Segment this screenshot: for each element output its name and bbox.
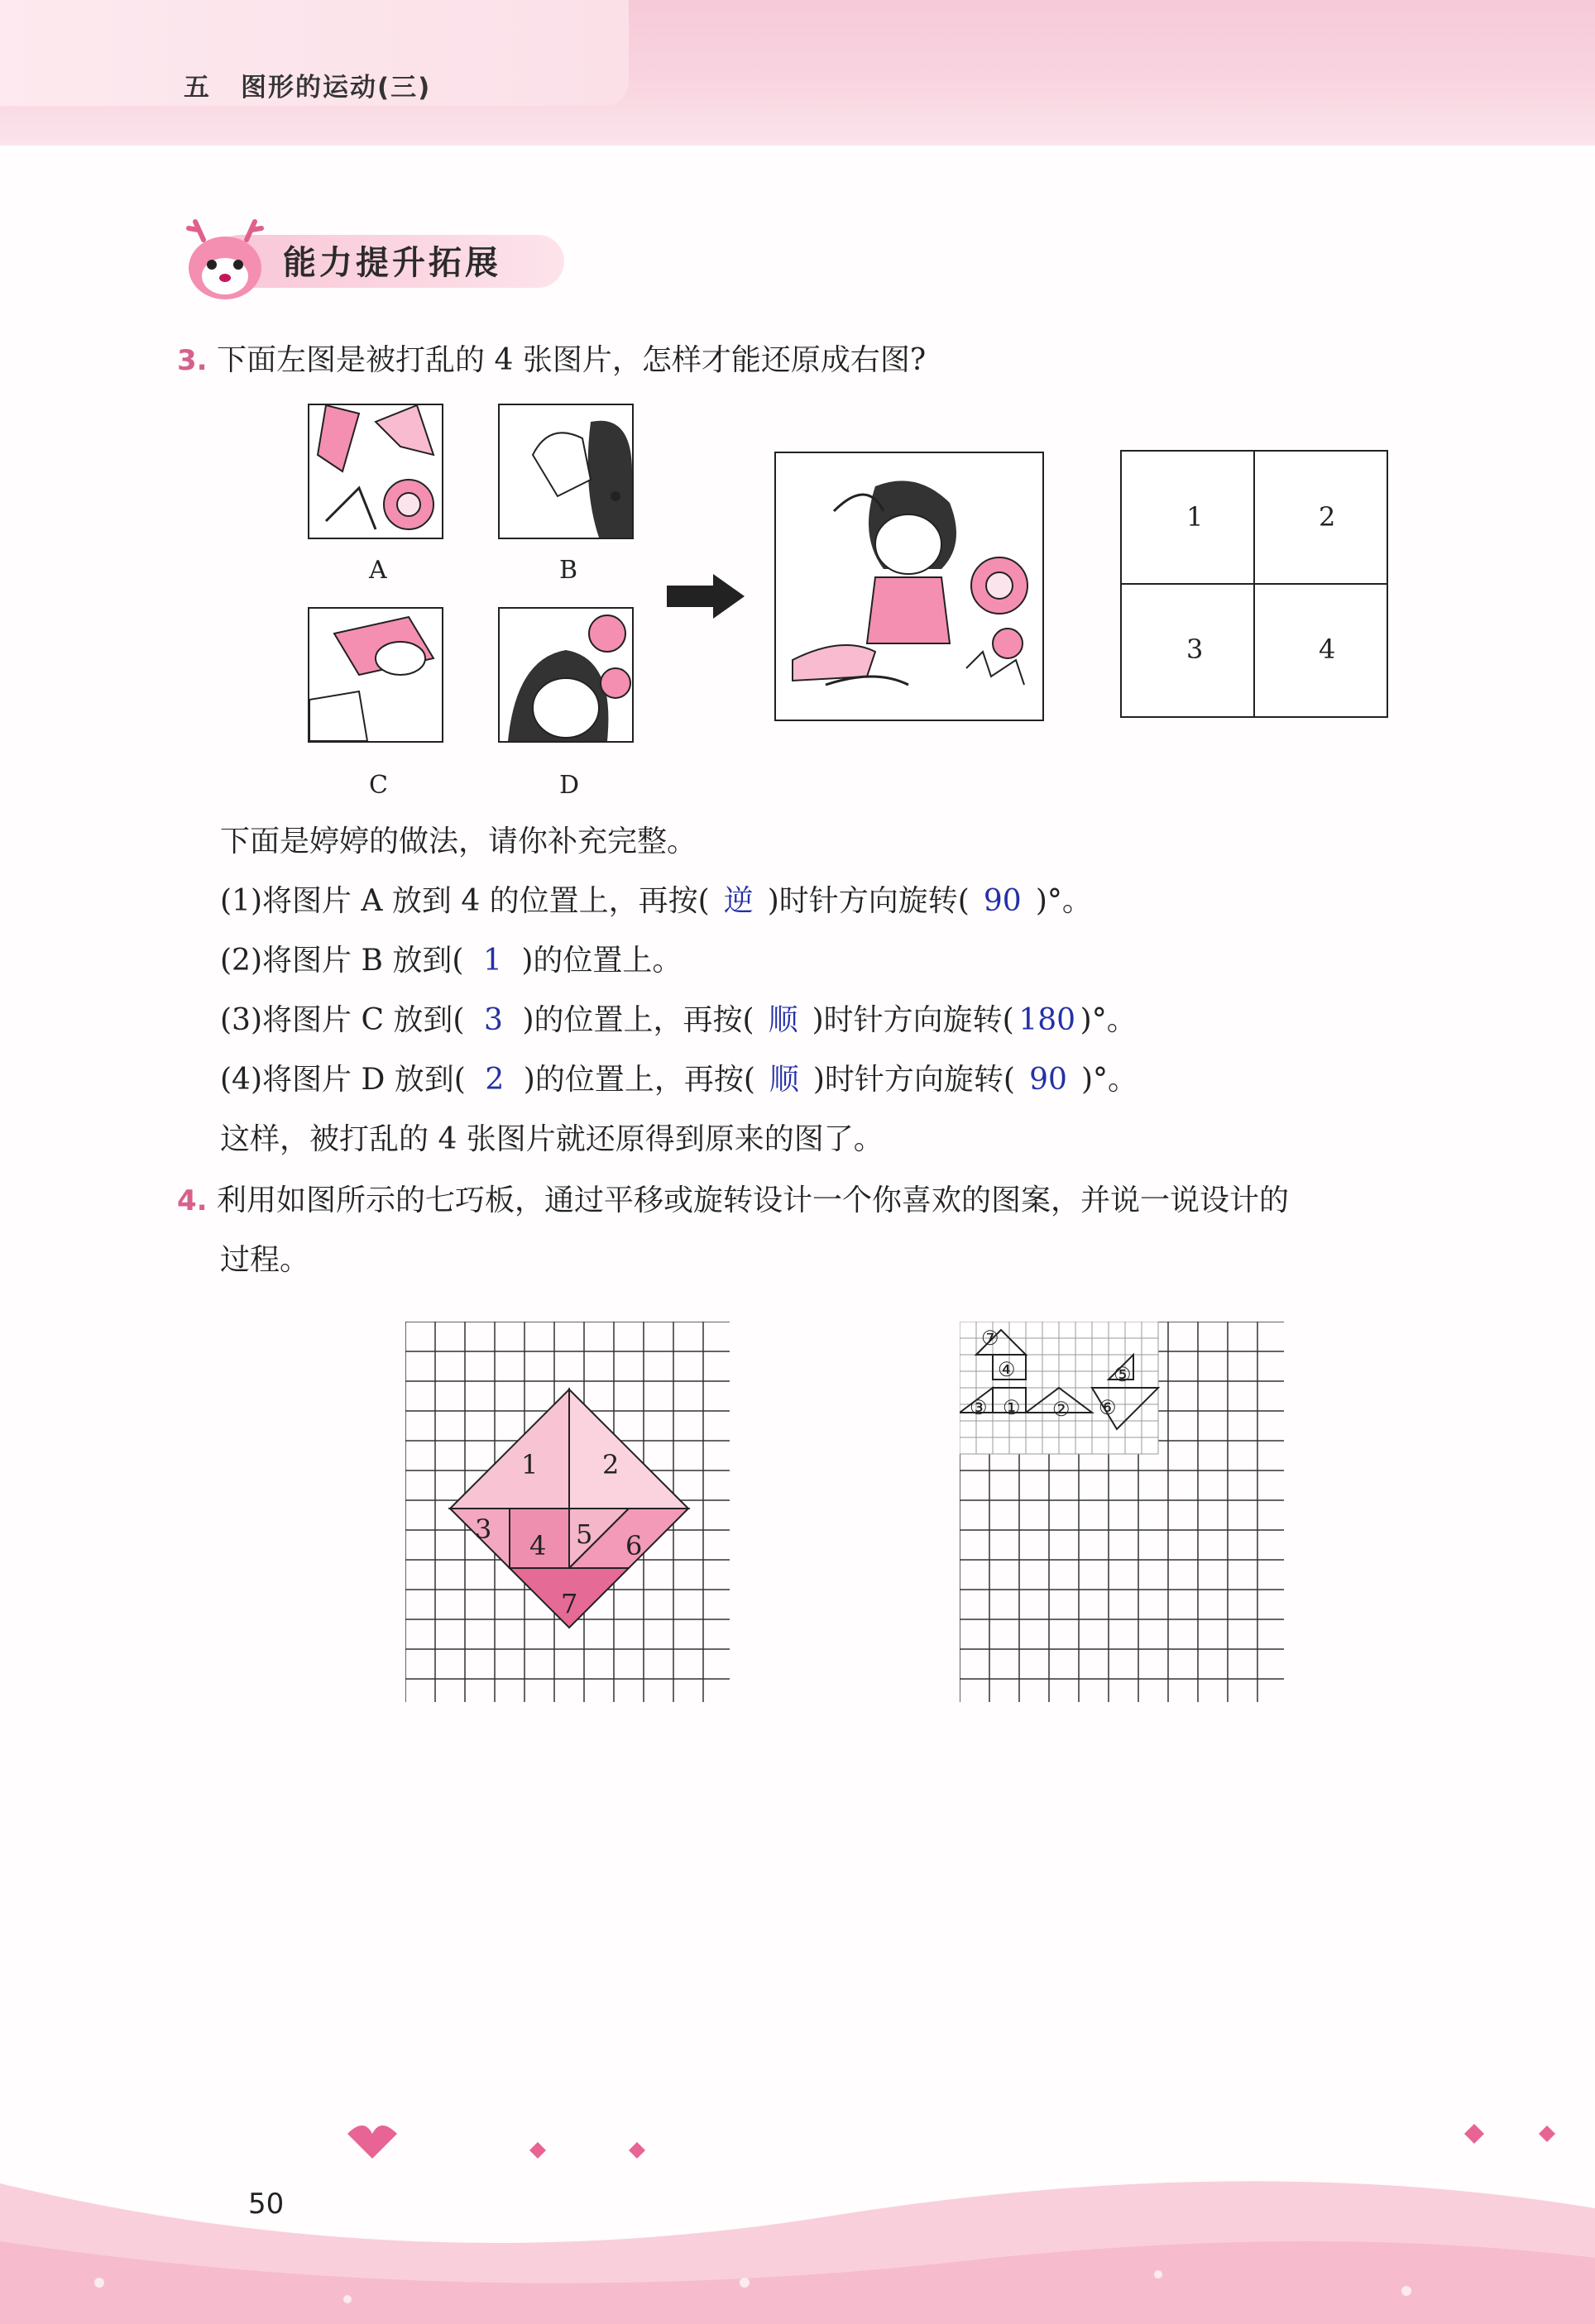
- step3-answer-direction: 顺: [768, 1003, 798, 1037]
- step1-mid: )时针方向旋转(: [767, 884, 970, 918]
- piece-label-6: 6: [625, 1530, 643, 1561]
- step3-mid2: )时针方向旋转(: [812, 1003, 1014, 1037]
- design-label-3: ③: [970, 1396, 988, 1419]
- step1-post: )°。: [1035, 884, 1092, 918]
- girl-with-flower-art-icon: [776, 453, 1042, 720]
- label-d: D: [559, 771, 580, 800]
- q3-step-4: [220, 1062, 1138, 1098]
- label-a: A: [369, 556, 387, 585]
- piece-label-2: 2: [602, 1449, 620, 1480]
- q3-prompt: [177, 342, 926, 379]
- piece-label-3: 3: [475, 1513, 492, 1545]
- q4-prompt-text: 利用如图所示的七巧板，通过平移或旋转设计一个你喜欢的图案，并说一说设计的: [217, 1184, 1290, 1217]
- q4-number: 4.: [177, 1184, 208, 1217]
- piece-label-7: 7: [561, 1588, 578, 1619]
- design-label-5: ⑤: [1114, 1363, 1132, 1386]
- scrambled-picture-a: [308, 404, 443, 539]
- q3-step-3: [220, 1002, 1137, 1039]
- design-label-2: ②: [1052, 1398, 1071, 1421]
- q3-step-2: [220, 943, 682, 979]
- design-label-1: ①: [1003, 1396, 1021, 1419]
- step4-answer-position: 2: [485, 1063, 505, 1097]
- q3-prompt-text: 下面左图是被打乱的 4 张图片，怎样才能还原成右图?: [217, 343, 927, 377]
- deer-mascot-icon: [179, 217, 271, 303]
- q3-outro: 这样，被打乱的 4 张图片就还原得到原来的图了。: [220, 1122, 884, 1156]
- tangram-square-grid: [405, 1322, 733, 1704]
- target-cell-1: 1: [1186, 501, 1204, 533]
- footer-decoration: [0, 2117, 1595, 2324]
- chapter-title: [184, 66, 431, 103]
- step1-answer-direction: 逆: [723, 884, 754, 918]
- scrambled-picture-d: [498, 607, 634, 743]
- design-label-4: ④: [998, 1358, 1016, 1381]
- q3-step-1: [220, 883, 1092, 920]
- q4-prompt-line-1: [177, 1183, 1289, 1219]
- design-label-7: ⑦: [981, 1327, 999, 1350]
- design-label-6: ⑥: [1099, 1396, 1117, 1419]
- scrambled-picture-c: [308, 607, 443, 743]
- picture-c-art-icon: [309, 609, 442, 741]
- step3-answer-position: 3: [484, 1003, 503, 1037]
- step2-pre: (2)将图片 B 放到(: [220, 944, 464, 978]
- step4-mid: )的位置上，再按(: [523, 1063, 755, 1097]
- step4-mid2: )时针方向旋转(: [812, 1063, 1015, 1097]
- step4-post: )°。: [1080, 1063, 1138, 1097]
- chapter-name: 图形的运动(三): [241, 73, 432, 103]
- section-title: 能力提升拓展: [283, 244, 501, 282]
- target-grid: [1120, 450, 1390, 720]
- step2-mid: )的位置上。: [521, 944, 683, 978]
- target-cell-2: 2: [1319, 501, 1336, 533]
- label-c: C: [369, 771, 388, 800]
- page-number: 50: [248, 2188, 285, 2221]
- piece-label-4: 4: [529, 1530, 547, 1561]
- chapter-number: 五: [184, 73, 211, 103]
- target-cell-4: 4: [1319, 634, 1336, 665]
- step4-answer-direction: 顺: [769, 1063, 799, 1097]
- step1-pre: (1)将图片 A 放到 4 的位置上，再按(: [220, 884, 710, 918]
- q3-intro: 下面是婷婷的做法，请你补充完整。: [220, 825, 697, 858]
- scrambled-picture-b: [498, 404, 634, 539]
- tangram-piece-2: [569, 1389, 688, 1509]
- right-arrow-icon: [667, 574, 745, 619]
- step4-pre: (4)将图片 D 放到(: [220, 1063, 466, 1097]
- step3-pre: (3)将图片 C 放到(: [220, 1003, 465, 1037]
- step1-answer-degrees: 90: [983, 884, 1022, 918]
- piece-label-1: 1: [521, 1449, 539, 1480]
- step3-mid: )的位置上，再按(: [522, 1003, 754, 1037]
- label-b: B: [559, 556, 578, 585]
- picture-b-art-icon: [500, 405, 632, 538]
- tangram-piece-1: [450, 1389, 569, 1509]
- step4-answer-degrees: 90: [1029, 1063, 1067, 1097]
- restored-picture: [774, 452, 1044, 721]
- picture-a-art-icon: [309, 405, 442, 538]
- picture-d-art-icon: [500, 609, 632, 741]
- q4-prompt-line-2: 过程。: [220, 1243, 310, 1277]
- piece-label-5: 5: [576, 1518, 593, 1550]
- target-cell-3: 3: [1186, 634, 1204, 665]
- step2-answer-position: 1: [482, 944, 502, 978]
- step3-post: )°。: [1080, 1003, 1137, 1037]
- step3-answer-degrees: 180: [1018, 1003, 1076, 1037]
- q3-number: 3.: [177, 344, 208, 377]
